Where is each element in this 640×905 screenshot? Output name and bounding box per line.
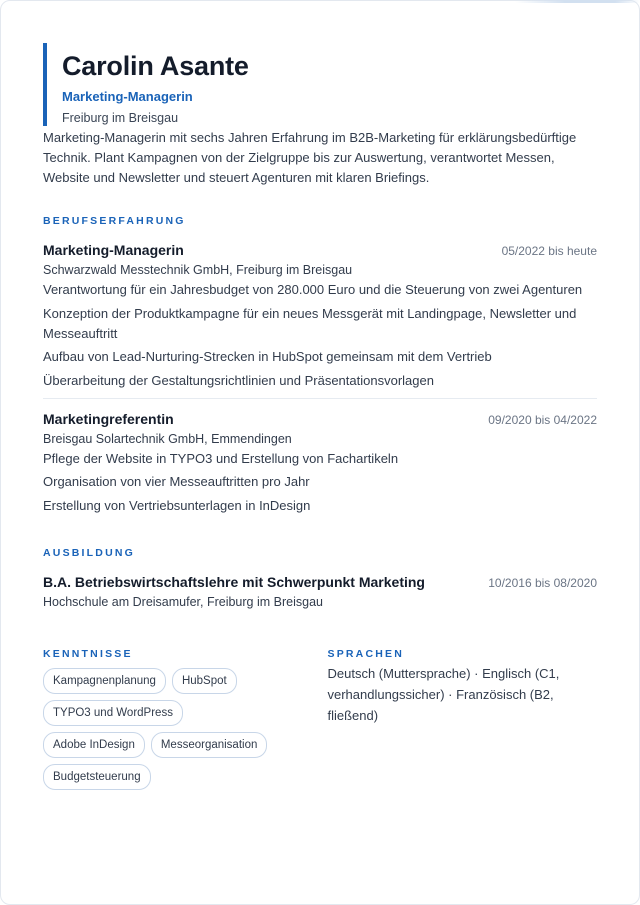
person-location: Freiburg im Breisgau [62,111,179,125]
skills-section-title: KENNTNISSE [43,647,133,660]
experience-section [43,214,597,516]
job-header [43,241,597,260]
skill-chip-list [43,668,293,796]
education-section-title: AUSBILDUNG [43,546,135,559]
job-company: Schwarzwald Messtechnik GmbH, Freiburg im Breisgau [43,263,353,277]
job-bullet: Organisation von vier Messeauftritten pro Jahr [43,474,310,489]
education-entry [43,560,597,611]
job-entry [43,228,597,391]
languages-section [327,647,597,796]
skill-chip: Messeorganisation [151,732,268,758]
job-bullet: Pflege der Website in TYPO3 und Erstellung von Fachartikeln [43,450,399,466]
languages-section-title: SPRACHEN [327,647,405,660]
education-date: 10/2016 bis 08/2020 [488,575,597,590]
job-date: 09/2020 bis 04/2022 [488,412,597,427]
job-bullet: Aufbau von Lead-Nurturing-Strecken in HubSpot gemeinsam mit dem Vertrieb [43,349,492,364]
languages-text: Deutsch (Muttersprache) · Englisch (C1, verhandlungssicher) · Französisch (B2, fließend) [327,665,560,723]
job-bullet: Überarbeitung der Gestaltungsrichtlinien und Präsentationsvorlagen [43,372,434,388]
skill-chip: HubSpot [172,668,237,694]
job-entry [43,398,597,516]
job-bullet-list [43,449,597,516]
job-company: Breisgau Solartechnik GmbH, Emmendingen [43,431,292,446]
experience-section-title: BERUFSERFAHRUNG [43,215,186,227]
skills-languages-row [43,647,597,796]
top-accent-bar [515,0,640,3]
resume-content [43,43,597,796]
skill-chip: TYPO3 und WordPress [43,700,183,726]
education-header [43,573,597,592]
job-header [43,410,597,429]
education-section [43,546,597,611]
skill-chip: Kampagnenplanung [43,668,166,694]
resume-header [43,43,597,126]
person-name: Carolin Asante [62,51,249,81]
job-date: 05/2022 bis heute [501,244,597,258]
job-title: Marketingreferentin [43,410,174,427]
job-bullet: Verantwortung für ein Jahresbudget von 280.000 Euro und die Steuerung von zwei Agenturen [43,282,583,297]
person-role: Marketing-Managerin [62,89,193,104]
job-bullet: Erstellung von Vertriebsunterlagen in InDesign [43,497,311,513]
skill-chip: Budgetsteuerung [43,764,151,790]
skills-section [43,647,327,796]
skill-chip: Adobe InDesign [43,732,145,758]
degree-title: B.A. Betriebswirtschaftslehre mit Schwerpunkt Marketing [43,573,425,590]
school-name: Hochschule am Dreisamufer, Freiburg im Breisgau [43,594,323,609]
job-title: Marketing-Managerin [43,242,184,258]
job-bullet: Konzeption der Produktkampagne für ein neues Messgerät mit Landingpage, Newsletter und Messeauftritt [43,305,577,341]
profile-summary: Marketing-Managerin mit sechs Jahren Erfahrung im B2B-Marketing für erklärungsbedürftige Technik. Plant Kampagnen von der Zielgruppe bis zur Auswertung, verantwortet Messen, Website und Newsletter und steuert Agenturen mit klaren Briefings. [43,130,577,185]
job-bullet-list [43,280,597,391]
